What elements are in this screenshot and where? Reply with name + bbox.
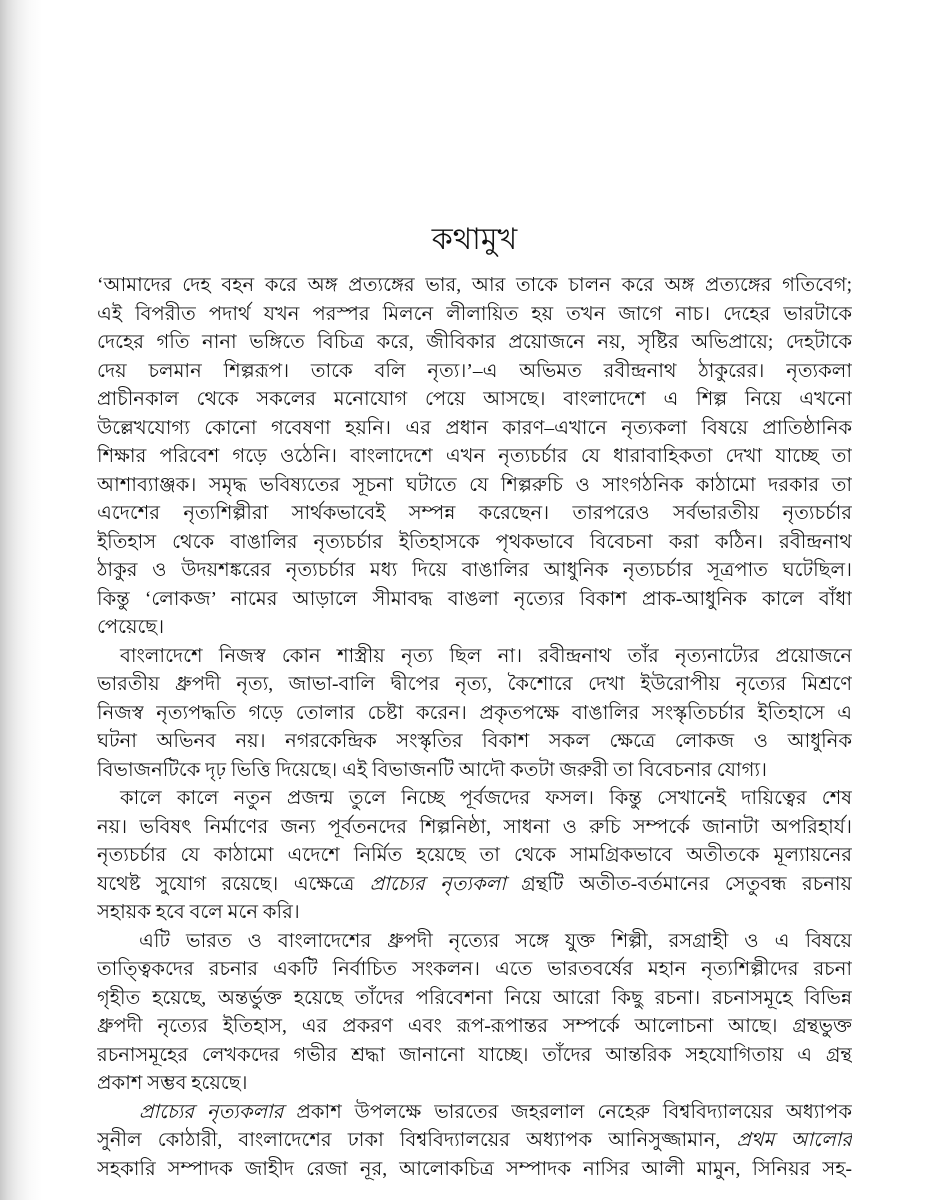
text-line: রচনাসমূহের লেখকদের গভীর শ্রদ্ধা জানানো যাচ্ছে। তাঁদের আন্তরিক সহযোগিতায় এ গ্রন্থ bbox=[97, 1044, 852, 1066]
text-line: নিজস্ব নৃত্যপদ্ধতি গড়ে তোলার চেষ্টা করেন। প্রকৃতপক্ষে বাঙালির সংস্কৃতিচর্চার ইতিহাসে এ bbox=[97, 702, 852, 724]
italic-newspaper-title: প্রথম আলোর bbox=[736, 1130, 852, 1151]
text-line: সহায়ক হবে বলে মনে করি। bbox=[97, 902, 300, 923]
text-segment: যথেষ্ট সুযোগ রয়েছে। এক্ষেত্রে bbox=[97, 873, 370, 895]
paragraph bbox=[97, 928, 852, 1099]
page-title: কথামুখ bbox=[431, 223, 518, 256]
text-line: নৃত্যচর্চার যে কাঠামো এদেশে নির্মিত হয়েছে তা থেকে সামগ্রিকভাবে অতীতকে মূল্যায়নের bbox=[97, 845, 852, 866]
text-line: ঠাকুর ও উদয়শঙ্করের নৃত্যচর্চার মধ্য দিয়ে বাঙালির আধুনিক নৃত্যচর্চার সূত্রপাত ঘটেছিল। bbox=[97, 560, 852, 581]
paragraph bbox=[97, 272, 852, 643]
text-line: ধ্রুপদী নৃত্যের ইতিহাস, এর প্রকরণ এবং রূপ-রূপান্তর সম্পর্কে আলোচনা আছে। গ্রন্থভুক্ত bbox=[97, 1016, 852, 1037]
text-line: বাংলাদেশে নিজস্ব কোন শাস্ত্রীয় নৃত্য ছিল না। রবীন্দ্রনাথ তাঁর নৃত্যনাট্যের প্রয়োজনে bbox=[120, 645, 852, 667]
text-line: ইতিহাস থেকে বাঙালির নৃত্যচর্চার ইতিহাসকে পৃথকভাবে বিবেচনা করা কঠিন। রবীন্দ্রনাথ bbox=[97, 531, 852, 553]
text-line: তাত্ত্বিকদের রচনার একটি নির্বাচিত সংকলন। এতে ভারতবর্ষের মহান নৃত্যশিল্পীদের রচনা bbox=[97, 959, 852, 980]
text-line bbox=[97, 871, 852, 900]
text-line: নয়। ভবিষৎ নির্মাণের জন্য পূর্বতনদের শিল্পনিষ্ঠা, সাধনা ও রুচি সম্পর্কে জানাটা অপরিহার্য। bbox=[97, 816, 852, 838]
text-line: গৃহীত হয়েছে, অন্তর্ভুক্ত হয়েছে তাঁদের পরিবেশনা নিয়ে আরো কিছু রচনা। রচনাসমূহে বিভিন্ন bbox=[97, 987, 852, 1009]
text-line: বিভাজনটিকে দৃঢ় ভিত্তি দিয়েছে। এই বিভাজনটি আদৌ কতটা জরুরী তা বিবেচনার যোগ্য। bbox=[97, 759, 767, 781]
text-line: ভারতীয় ধ্রুপদী নৃত্য, জাভা-বালি দ্বীপের নৃত্য, কৈশোরে দেখা ইউরোপীয় নৃত্যের মিশ্রণে bbox=[97, 674, 852, 695]
paragraph bbox=[97, 643, 852, 786]
text-line: এটি ভারত ও বাংলাদেশের ধ্রুপদী নৃত্যের সঙ্গে যুক্ত শিল্পী, রসগ্রাহী ও এ বিষয়ে bbox=[139, 930, 852, 952]
text-line: শিক্ষার পরিবেশ গড়ে ওঠেনি। বাংলাদেশে এখন নৃত্যচর্চার যে ধারাবাহিকতা দেখা যাচ্ছে তা bbox=[97, 446, 852, 467]
text-segment: সুনীল কোঠারী, বাংলাদেশের ঢাকা বিশ্ববিদ্যালয়ের অধ্যাপক আনিসুজ্জামান, bbox=[97, 1130, 737, 1151]
text-line: ঘটনা অভিনব নয়। নগরকেন্দ্রিক সংস্কৃতির বিকাশ সকল ক্ষেত্রে লোকজ ও আধুনিক bbox=[97, 731, 852, 752]
text-line: সহকারি সম্পাদক জাহীদ রেজা নূর, আলোকচিত্র সম্পাদক নাসির আলী মামুন, সিনিয়র সহ- bbox=[97, 1158, 852, 1180]
text-line bbox=[97, 1099, 852, 1128]
text-line: প্রকাশ সম্ভব হয়েছে। bbox=[97, 1073, 248, 1094]
text-line: ‘আমাদের দেহ বহন করে অঙ্গ প্রত্যঙ্গের ভার, আর তাকে চালন করে অঙ্গ প্রত্যঙ্গের গতিবেগ; bbox=[97, 275, 852, 296]
page-body bbox=[97, 272, 852, 1184]
text-line: কিন্তু ‘লোকজ’ নামের আড়ালে সীমাবদ্ধ বাঙলা নৃত্যের বিকাশ প্রাক-আধুনিক কালে বাঁধা bbox=[97, 588, 852, 610]
text-line: পেয়েছে। bbox=[97, 617, 165, 638]
text-line: এই বিপরীত পদার্থ যখন পরস্পর মিলনে লীলায়িত হয় তখন জাগে নাচ। দেহের ভারটাকে bbox=[97, 303, 852, 325]
text-line: দেহের গতি নানা ভঙ্গিতে বিচিত্র করে, জীবিকার প্রয়োজনে নয়, সৃষ্টির অভিপ্রায়ে; দেহটাকে bbox=[97, 332, 852, 353]
text-line: কালে কালে নতুন প্রজন্ম তুলে নিচ্ছে পূর্বজদের ফসল। কিন্তু সেখানেই দায়িত্বের শেষ bbox=[120, 788, 852, 809]
text-segment: গ্রন্থটি অতীত-বর্তমানের সেতুবন্ধ রচনায় bbox=[505, 873, 852, 895]
paragraph bbox=[97, 785, 852, 928]
text-line bbox=[97, 1127, 852, 1156]
text-line: উল্লেখযোগ্য কোনো গবেষণা হয়নি। এর প্রধান কারণ–এখানে নৃত্যকলা বিষয়ে প্রাতিষ্ঠানিক bbox=[97, 417, 852, 439]
text-line: প্রাচীনকাল থেকে সকলের মনোযোগ পেয়ে আসছে। বাংলাদেশে এ শিল্প নিয়ে এখনো bbox=[97, 389, 852, 410]
italic-book-title: প্রাচ্যের নৃত্যকলা bbox=[369, 873, 506, 895]
text-line: দেয় চলমান শিল্পরূপ। তাকে বলি নৃত্য।’–এ অভিমত রবীন্দ্রনাথ ঠাকুরের। নৃত্যকলা bbox=[97, 360, 852, 382]
paragraph bbox=[97, 1099, 852, 1185]
text-line: এদেশের নৃত্যশিল্পীরা সার্থকভাবেই সম্পন্ন করেছেন। তারপরেও সর্বভারতীয় নৃত্যচর্চার bbox=[97, 503, 852, 524]
italic-book-title: প্রাচ্যের নৃত্যকলার bbox=[139, 1101, 284, 1123]
text-line: আশাব্যাঞ্জক। সমৃদ্ধ ভবিষ্যতের সূচনা ঘটাতে যে শিল্পরুচি ও সাংগঠনিক কাঠামো দরকার তা bbox=[97, 474, 852, 496]
text-segment: প্রকাশ উপলক্ষে ভারতের জহরলাল নেহেরু বিশ্ববিদ্যালয়ের অধ্যাপক bbox=[283, 1101, 852, 1123]
